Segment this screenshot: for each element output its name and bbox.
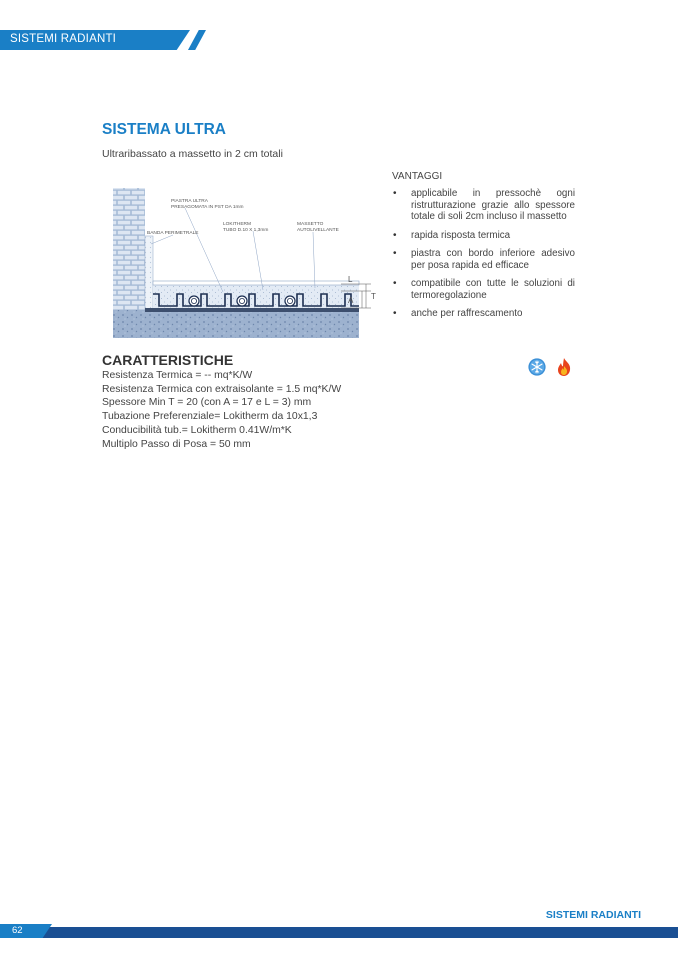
dim-T: T: [371, 292, 376, 301]
flame-icon: [555, 357, 573, 377]
list-item: • anche per raffrescamento: [392, 308, 575, 320]
list-item: • compatibile con tutte le soluzioni di termoregolazione: [392, 278, 575, 301]
list-item: • rapida risposta termica: [392, 230, 575, 242]
label-massetto-1: MASSETTO: [297, 222, 324, 227]
dim-L: L: [348, 275, 353, 284]
spec-line: Resistenza Termica = -- mq*K/W: [102, 370, 253, 381]
vantaggi-title: VANTAGGI: [392, 171, 443, 182]
snowflake-icon: [528, 358, 546, 376]
spec-line: Resistenza Termica con extraisolante = 1.5 mq*K/W: [102, 383, 342, 395]
footer-title: SISTEMI RADIANTI: [545, 909, 641, 921]
footer-bar: [0, 927, 678, 938]
list-item: • piastra con bordo inferiore adesivo per posa rapida ed efficace: [392, 248, 575, 271]
list-item: • applicabile in pressochè ogni ristrutturazione grazie allo spessore totale di soli 2cm incluso il massetto: [392, 188, 575, 223]
label-lokitherm-2: TUBO D.10 X 1,3mm: [223, 228, 269, 233]
caratteristiche-list: [102, 369, 341, 451]
dim-A: A: [348, 296, 354, 305]
caratteristiche-title: CARATTERISTICHE: [102, 352, 234, 368]
label-piastra-1: PIASTRA ULTRA: [171, 199, 208, 204]
vantaggi-list: [392, 188, 575, 320]
page-number: 62: [12, 925, 23, 936]
page-title: SISTEMA ULTRA: [102, 121, 226, 138]
label-massetto-2: AUTOLIVELLANTE: [297, 228, 339, 233]
header-label: SISTEMI RADIANTI: [10, 33, 117, 45]
spec-line: Multiplo Passo di Posa = 50 mm: [102, 438, 251, 450]
spec-line: Tubazione Preferenziale= Lokitherm da 10x1,3: [102, 411, 318, 423]
header-stripe: [188, 30, 206, 50]
spec-line: Conducibilità tub.= Lokitherm 0.41W/m*K: [102, 424, 292, 436]
page-subtitle: Ultraribassato a massetto in 2 cm totali: [102, 148, 283, 160]
label-banda: BANDA PERIMETRALE: [147, 231, 199, 236]
label-lokitherm-1: LOKITHERM: [223, 222, 251, 227]
floor-section-diagram: [103, 180, 385, 340]
vantaggi-section: [392, 171, 575, 327]
spec-line: Spessore Min T = 20 (con A = 17 e L = 3) mm: [102, 397, 312, 409]
label-piastra-2: PRESAGOMATA IN PST DA 1mm: [171, 205, 244, 210]
